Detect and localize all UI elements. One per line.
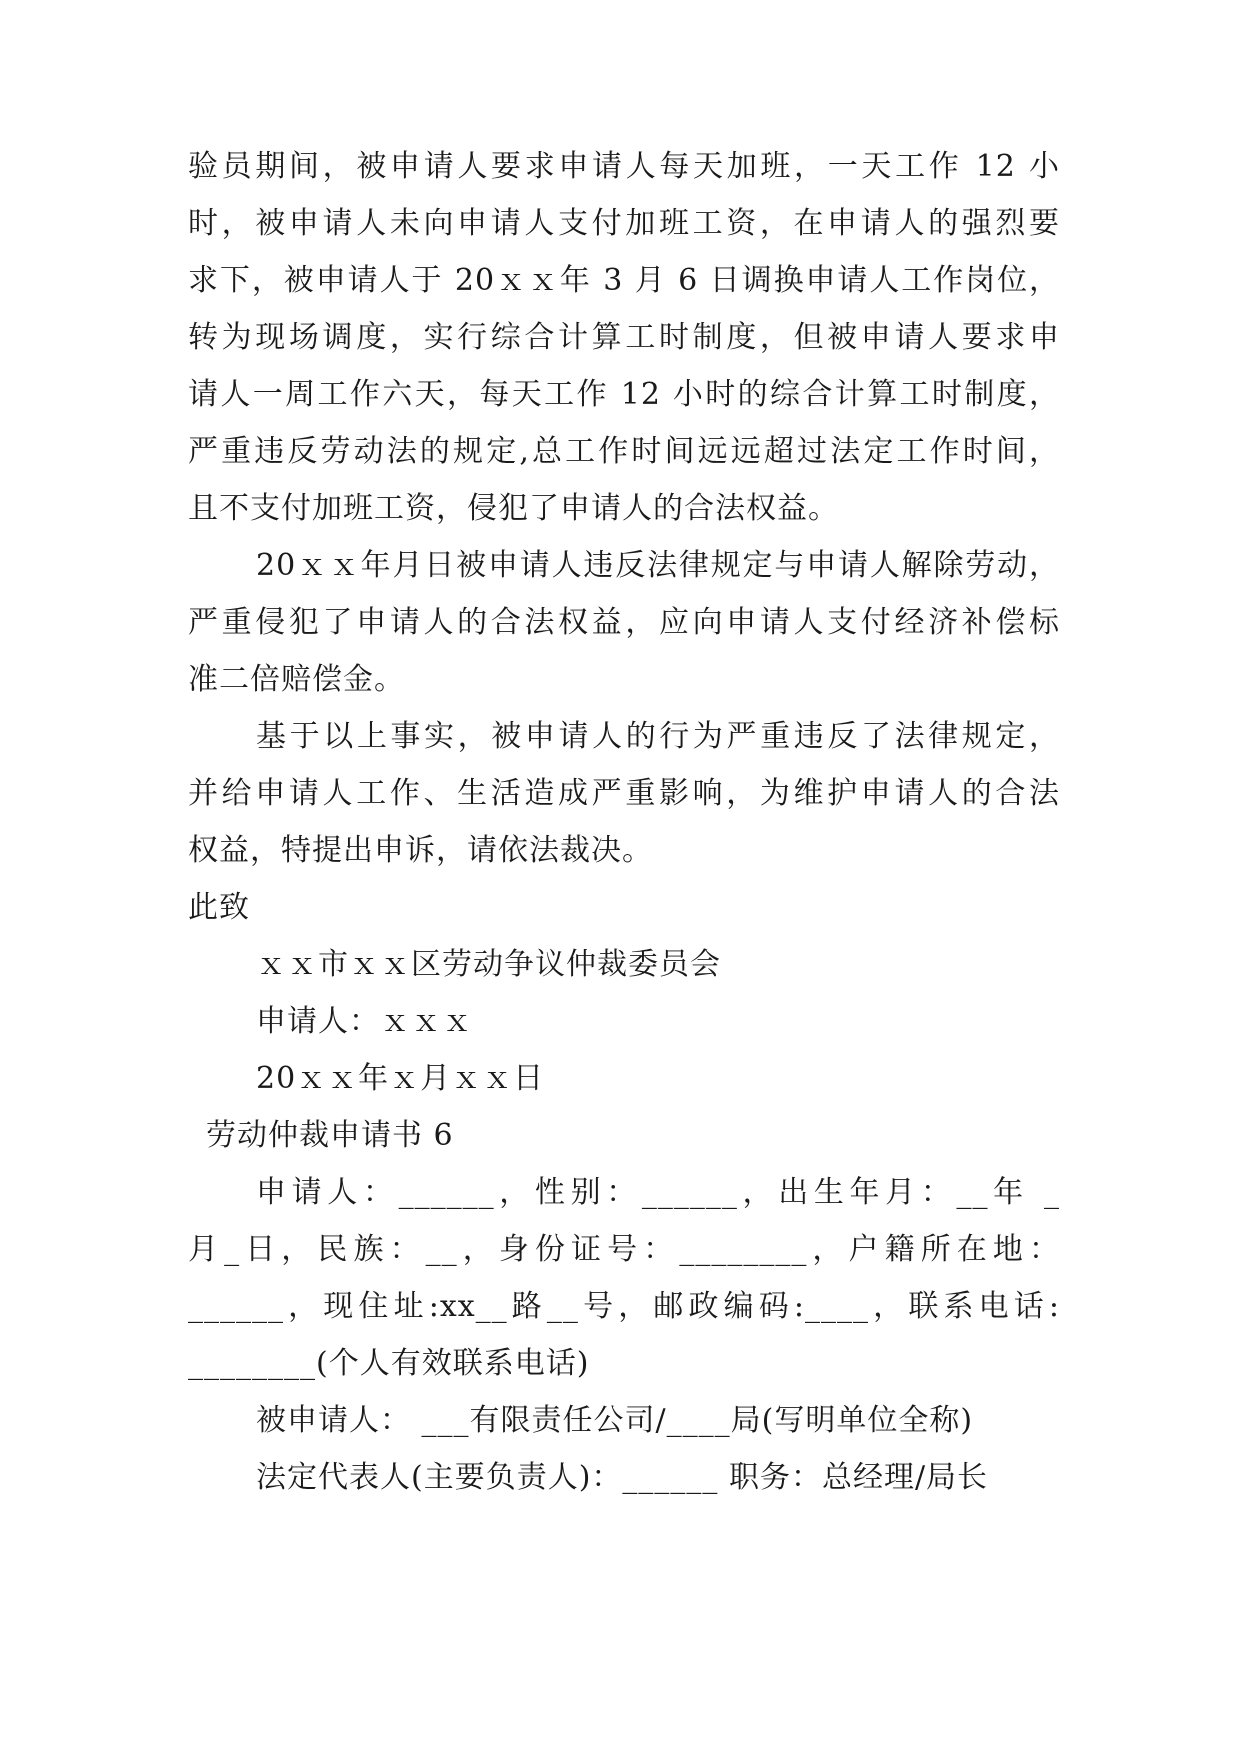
paragraph-3-line-3: 权益，特提出申诉，请依法裁决。 bbox=[188, 833, 653, 868]
applicant-signature: 申请人：ｘｘｘ bbox=[256, 1004, 473, 1039]
section-title: 劳动仲裁申请书 6 bbox=[206, 1118, 454, 1153]
paragraph-4-line-3: ______，现住址:xx__路__号，邮政编码:____，联系电话: bbox=[188, 1289, 1060, 1324]
paragraph-1-line-1: 验员期间，被申请人要求申请人每天加班，一天工作 12 小 bbox=[188, 149, 1060, 184]
paragraph-1-line-3: 求下，被申请人于 20ｘｘ年 3 月 6 日调换申请人工作岗位， bbox=[188, 263, 1060, 298]
paragraph-1-line-2: 时，被申请人未向申请人支付加班工资，在申请人的强烈要 bbox=[188, 206, 1060, 241]
paragraph-1-line-5: 请人一周工作六天，每天工作 12 小时的综合计算工时制度， bbox=[188, 377, 1060, 412]
legal-representative-line: 法定代表人(主要负责人)：______ 职务：总经理/局长 bbox=[256, 1460, 989, 1495]
paragraph-1-line-4: 转为现场调度，实行综合计算工时制度，但被申请人要求申 bbox=[188, 320, 1060, 355]
salutation: 此致 bbox=[188, 890, 250, 925]
paragraph-1-line-7: 且不支付加班工资，侵犯了申请人的合法权益。 bbox=[188, 491, 839, 526]
paragraph-1-line-6: 严重违反劳动法的规定,总工作时间远远超过法定工作时间， bbox=[188, 434, 1060, 469]
recipient: ｘｘ市ｘｘ区劳动争议仲裁委员会 bbox=[256, 947, 721, 982]
paragraph-2-line-2: 严重侵犯了申请人的合法权益，应向申请人支付经济补偿标 bbox=[188, 605, 1060, 640]
date: 20ｘｘ年ｘ月ｘｘ日 bbox=[256, 1061, 545, 1096]
paragraph-2-line-1: 20ｘｘ年月日被申请人违反法律规定与申请人解除劳动， bbox=[256, 548, 1060, 583]
paragraph-4-line-4: ________(个人有效联系电话) bbox=[188, 1346, 590, 1381]
paragraph-4-line-2: 月_日，民族：__，身份证号：________，户籍所在地： bbox=[188, 1232, 1060, 1267]
paragraph-3-line-1: 基于以上事实，被申请人的行为严重违反了法律规定， bbox=[256, 719, 1060, 754]
paragraph-3-line-2: 并给申请人工作、生活造成严重影响，为维护申请人的合法 bbox=[188, 776, 1060, 811]
paragraph-4-line-1: 申请人：______，性别：______，出生年月：__年 _ bbox=[256, 1175, 1060, 1210]
paragraph-2-line-3: 准二倍赔偿金。 bbox=[188, 662, 405, 697]
respondent-line: 被申请人： ___有限责任公司/____局(写明单位全称) bbox=[256, 1403, 974, 1438]
